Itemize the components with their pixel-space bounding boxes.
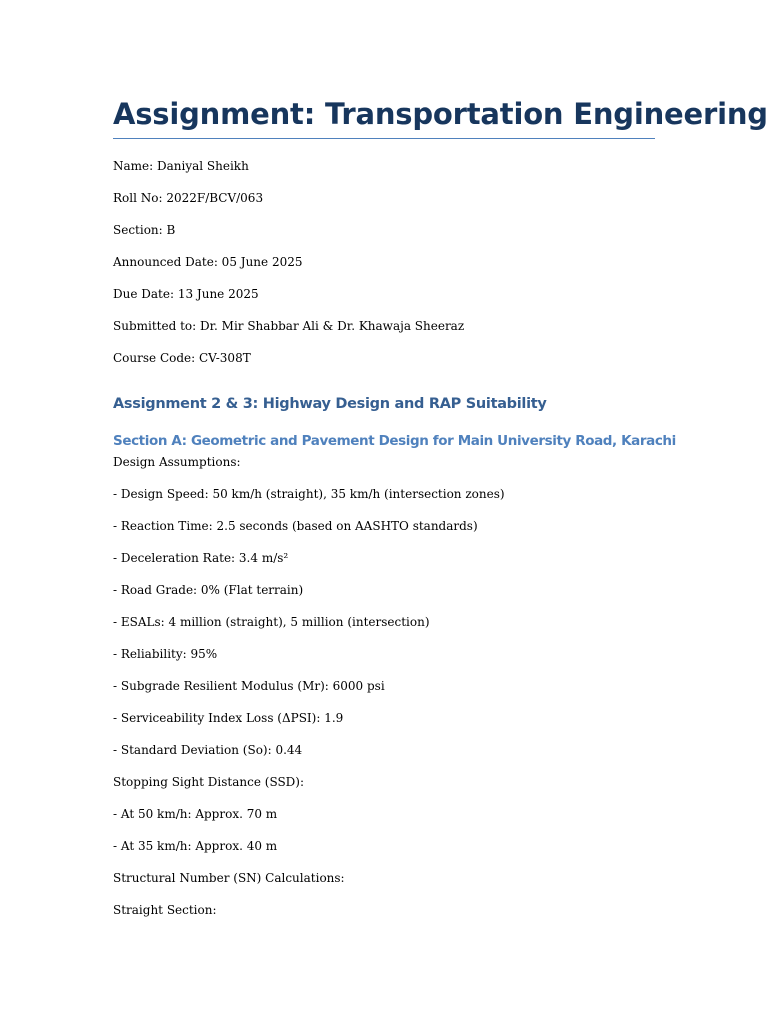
body-line: - Standard Deviation (So): 0.44 [113,743,303,757]
body-line: - Subgrade Resilient Modulus (Mr): 6000 psi [113,679,385,693]
due-date: Due Date: 13 June 2025 [113,287,259,301]
course-code: Course Code: CV-308T [113,351,251,365]
body-line: - ESALs: 4 million (straight), 5 million (intersection) [113,615,430,629]
announced-date: Announced Date: 05 June 2025 [113,255,303,269]
body-line: Structural Number (SN) Calculations: [113,871,345,885]
document-page [113,94,768,934]
submitted-to: Submitted to: Dr. Mir Shabbar Ali & Dr. Khawaja Sheeraz [113,319,465,333]
section-a-body [113,454,655,918]
body-line: Design Assumptions: [113,455,241,469]
body-line: Stopping Sight Distance (SSD): [113,775,305,789]
roll-number: Roll No: 2022F/BCV/063 [113,191,264,205]
title-underline [113,138,655,139]
body-line: - Serviceability Index Loss (ΔPSI): 1.9 [113,711,344,725]
section: Section: B [113,223,176,237]
body-line: - Reaction Time: 2.5 seconds (based on AASHTO standards) [113,519,478,533]
student-info [113,158,655,366]
body-line: - At 50 km/h: Approx. 70 m [113,807,278,821]
body-line: - At 35 km/h: Approx. 40 m [113,839,278,853]
body-line: - Reliability: 95% [113,647,218,661]
assignment-heading: Assignment 2 & 3: Highway Design and RAP Suitability [113,396,547,412]
body-line: - Road Grade: 0% (Flat terrain) [113,583,304,597]
student-name: Name: Daniyal Sheikh [113,159,249,173]
body-line: Straight Section: [113,903,217,917]
body-line: - Deceleration Rate: 3.4 m/s² [113,551,289,565]
body-line: - Design Speed: 50 km/h (straight), 35 km/h (intersection zones) [113,487,505,501]
section-a-heading: Section A: Geometric and Pavement Design for Main University Road, Karachi [113,433,676,449]
document-title: Assignment: Transportation Engineering [113,97,768,131]
